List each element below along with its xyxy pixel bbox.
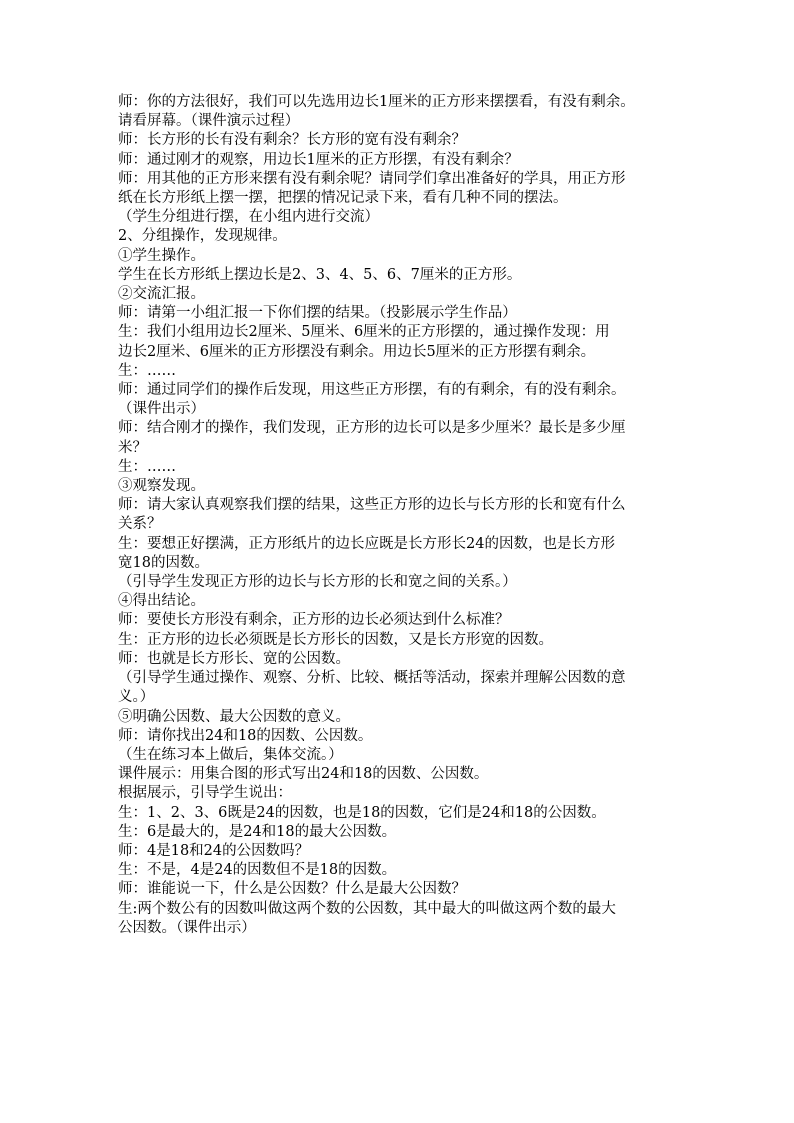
text-line: 师：也就是长方形长、宽的公因数。 [118,650,350,667]
text-line: 2、分组操作，发现规律。 [118,228,287,245]
text-line: （引导学生发现正方形的边长与长方形的长和宽之间的关系。） [118,574,517,591]
text-line: （生在练习本上做后，集体交流。） [118,746,343,763]
text-line: 生：我们小组用边长2厘米、5厘米、6厘米的正方形摆的，通过操作发现：用 [118,324,610,341]
text-line: ③观察发现。 [118,478,205,495]
text-line: （学生分组进行摆，在小组内进行交流） [118,209,379,226]
text-line: 师：谁能说一下，什么是公因数？什么是最大公因数？ [118,881,466,898]
text-line: 课件展示：用集合图的形式写出24和18的因数、公因数。 [118,766,489,783]
text-line: 师：请大家认真观察我们摆的结果，这些正方形的边长与长方形的长和宽有什么 [118,497,626,514]
text-line: ②交流汇报。 [118,286,205,303]
text-line: 师：请你找出24和18的因数、公因数。 [118,727,373,744]
document-body [118,93,684,938]
text-line: 义。） [118,689,155,706]
text-line: ④得出结论。 [118,593,205,610]
text-line: 生：…… [118,458,176,475]
text-line: 请看屏幕。（课件演示过程） [118,113,300,130]
text-line: 师：要使长方形没有剩余，正方形的边长必须达到什么标准？ [118,612,510,629]
text-line: 根据展示，引导学生说出： [118,785,292,802]
text-line: 师：长方形的长有没有剩余？长方形的宽有没有剩余？ [118,132,466,149]
text-line: 生:两个数公有的因数叫做这两个数的公因数，其中最大的叫做这两个数的最大 [118,900,616,917]
text-line: 宽18的因数。 [118,554,209,571]
text-line: （引导学生通过操作、观察、分析、比较、概括等活动，探索并理解公因数的意 [118,670,626,687]
text-line: 师：结合刚才的操作，我们发现，正方形的边长可以是多少厘米？最长是多少厘 [118,420,626,437]
text-line: 生：不是，4是24的因数但不是18的因数。 [118,862,397,879]
text-line: ①学生操作。 [118,247,205,264]
text-line: ⑤明确公因数、最大公因数的意义。 [118,708,350,725]
text-line: 关系？ [118,516,162,533]
text-line: 公因数。（课件出示） [118,919,256,936]
text-line: 师：你的方法很好，我们可以先选用边长1厘米的正方形来摆摆看，有没有剩余。 [118,94,635,110]
text-line: 师：4是18和24的公因数吗？ [118,842,310,859]
text-line: 生：6是最大的，是24和18的最大公因数。 [118,823,397,840]
text-line: 师：通过同学们的操作后发现，用这些正方形摆，有的有剩余，有的没有剩余。 [118,382,626,399]
text-line: 生：要想正好摆满，正方形纸片的边长应既是长方形长24的因数，也是长方形 [118,535,615,552]
text-line: （课件出示） [118,401,205,418]
text-line: 师：通过刚才的观察，用边长1厘米的正方形摆，有没有剩余？ [118,151,519,168]
text-line: 生：…… [118,362,176,379]
text-line: 师：请第一小组汇报一下你们摆的结果。（投影展示学生作品） [118,305,517,322]
text-line: 米？ [118,439,147,456]
text-line: 师：用其他的正方形来摆有没有剩余呢？请同学们拿出准备好的学具，用正方形 [118,170,626,187]
text-line: 边长2厘米、6厘米的正方形摆没有剩余。用边长5厘米的正方形摆有剩余。 [118,343,596,360]
text-line: 纸在长方形纸上摆一摆，把摆的情况记录下来，看有几种不同的摆法。 [118,190,568,207]
text-line: 生：1、2、3、6既是24的因数，也是18的因数，它们是24和18的公因数。 [118,804,606,821]
text-line: 生：正方形的边长必须既是长方形长的因数，又是长方形宽的因数。 [118,631,553,648]
text-line: 学生在长方形纸上摆边长是2、3、4、5、6、7厘米的正方形。 [118,266,522,283]
